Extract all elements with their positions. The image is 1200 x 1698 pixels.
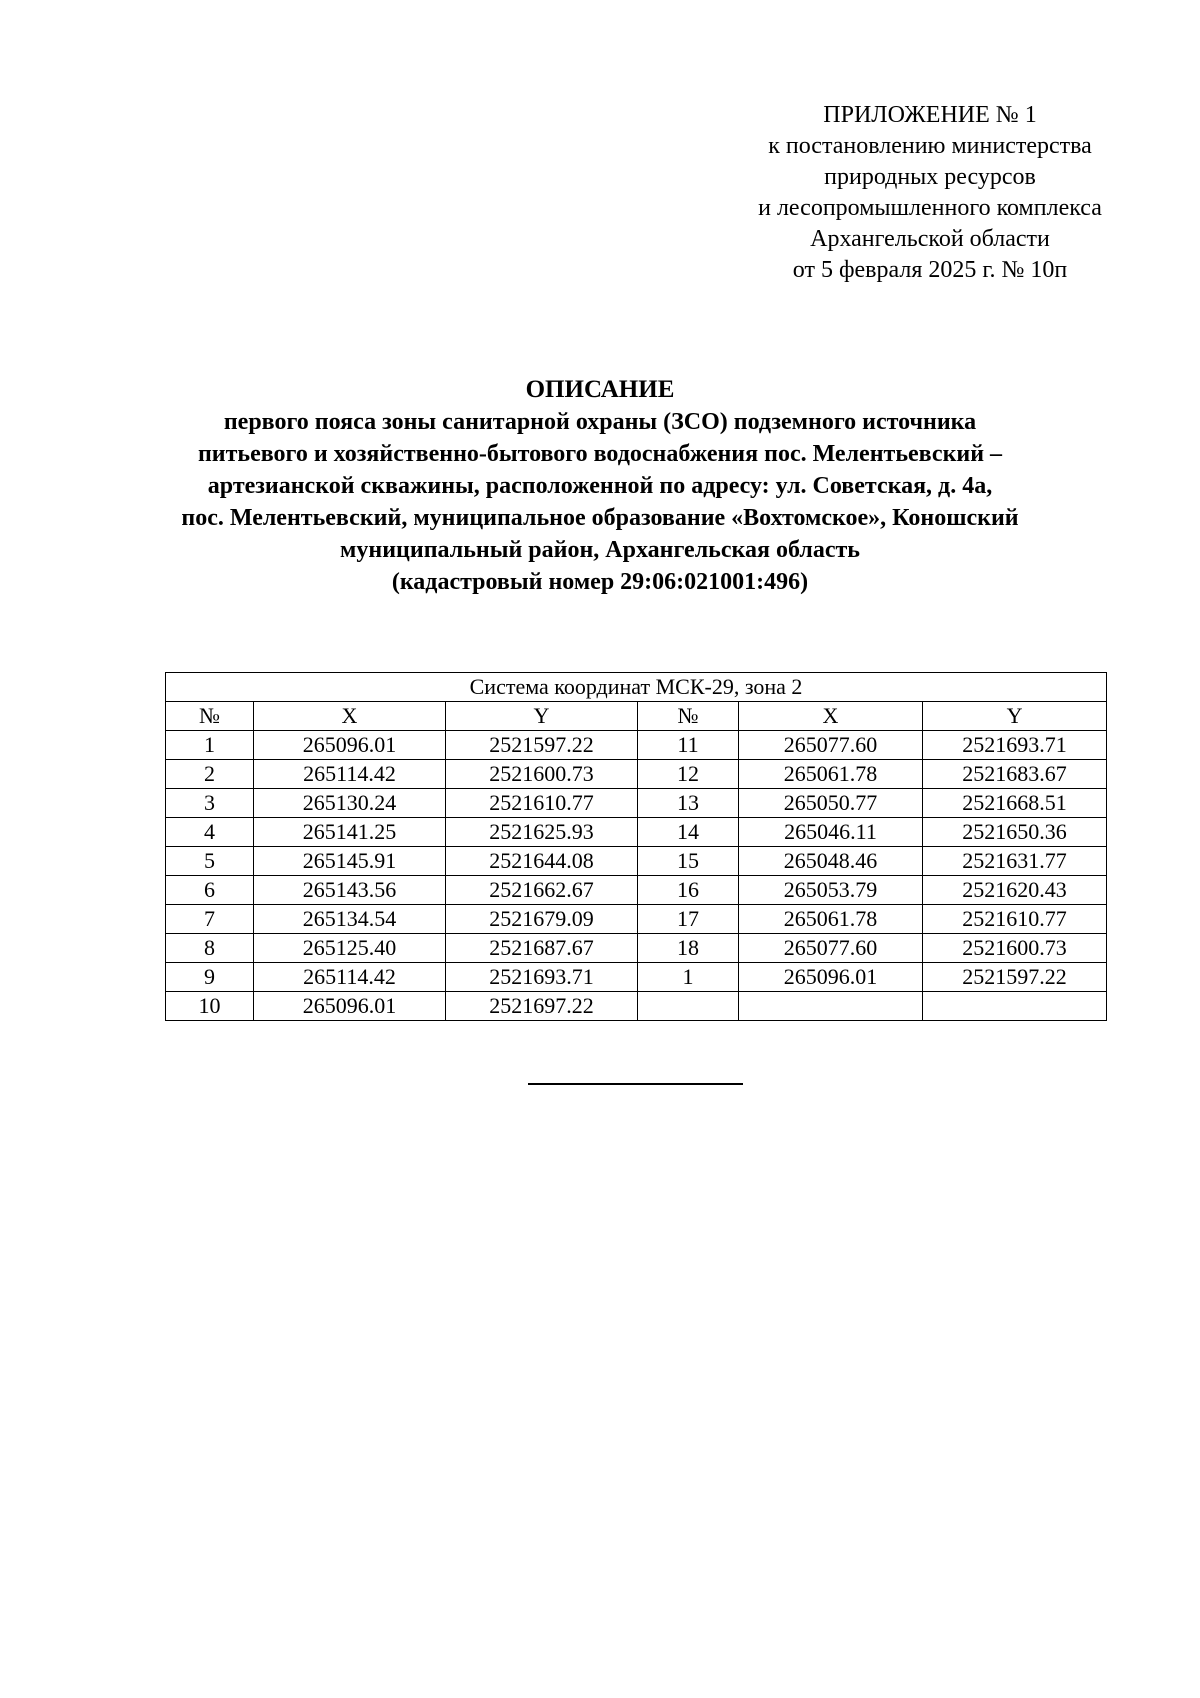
- table-cell-y-coordinate: 2521650.36: [923, 818, 1107, 847]
- header-x-left: X: [254, 702, 446, 731]
- appendix-line: природных ресурсов: [824, 164, 1036, 190]
- table-cell-point-number: 13: [638, 789, 739, 818]
- title-line: первого пояса зоны санитарной охраны (ЗСО) подземного источника: [223, 409, 977, 435]
- table-cell-x-coordinate: 265141.25: [254, 818, 446, 847]
- table-cell-point-number: 7: [166, 905, 254, 934]
- table-cell-x-coordinate: 265125.40: [254, 934, 446, 963]
- table-cell-y-coordinate: 2521662.67: [446, 876, 638, 905]
- appendix-line: от 5 февраля 2025 г. № 10п: [792, 257, 1068, 283]
- table-cell-x-coordinate: [739, 992, 923, 1021]
- appendix-line: Архангельской области: [810, 226, 1050, 252]
- table-cell-point-number: 8: [166, 934, 254, 963]
- table-cell-y-coordinate: 2521597.22: [923, 963, 1107, 992]
- table-cell-point-number: 1: [638, 963, 739, 992]
- coordinates-table: [165, 672, 1107, 1021]
- table-cell-y-coordinate: 2521679.09: [446, 905, 638, 934]
- title-main: ОПИСАНИЕ: [525, 376, 675, 403]
- table-cell-y-coordinate: 2521693.71: [446, 963, 638, 992]
- table-cell-y-coordinate: 2521687.67: [446, 934, 638, 963]
- table-cell-point-number: 11: [638, 731, 739, 760]
- header-number-left: №: [166, 702, 254, 731]
- table-cell-y-coordinate: 2521668.51: [923, 789, 1107, 818]
- appendix-line: к постановлению министерства: [768, 133, 1092, 159]
- table-cell-point-number: 14: [638, 818, 739, 847]
- header-y-right: Y: [923, 702, 1107, 731]
- table-cell-x-coordinate: 265077.60: [739, 731, 923, 760]
- table-caption: Система координат МСК-29, зона 2: [166, 673, 1107, 702]
- table-body: [166, 731, 1107, 1021]
- table-cell-point-number: 4: [166, 818, 254, 847]
- table-cell-y-coordinate: 2521683.67: [923, 760, 1107, 789]
- table-cell-x-coordinate: 265114.42: [254, 963, 446, 992]
- title-line: питьевого и хозяйственно-бытового водоснабжения пос. Мелентьевский –: [197, 441, 1003, 467]
- table-cell-x-coordinate: 265114.42: [254, 760, 446, 789]
- table-cell-x-coordinate: 265096.01: [254, 992, 446, 1021]
- table-cell-point-number: 17: [638, 905, 739, 934]
- table-cell-y-coordinate: [923, 992, 1107, 1021]
- table-cell-y-coordinate: 2521644.08: [446, 847, 638, 876]
- title-line: артезианской скважины, расположенной по адресу: ул. Советская, д. 4а,: [207, 473, 993, 499]
- table-cell-point-number: 12: [638, 760, 739, 789]
- table-cell-point-number: 3: [166, 789, 254, 818]
- table-cell-point-number: 2: [166, 760, 254, 789]
- table-cell-x-coordinate: 265143.56: [254, 876, 446, 905]
- table-row: [166, 760, 1107, 789]
- table-cell-point-number: 1: [166, 731, 254, 760]
- title-line: пос. Мелентьевский, муниципальное образование «Вохтомское», Коношский: [181, 505, 1019, 531]
- table-cell-x-coordinate: 265145.91: [254, 847, 446, 876]
- table-cell-x-coordinate: 265077.60: [739, 934, 923, 963]
- table-cell-point-number: 10: [166, 992, 254, 1021]
- table-cell-point-number: 18: [638, 934, 739, 963]
- header-x-right: X: [739, 702, 923, 731]
- table-cell-x-coordinate: 265061.78: [739, 760, 923, 789]
- header-number-right: №: [638, 702, 739, 731]
- table-cell-y-coordinate: 2521625.93: [446, 818, 638, 847]
- table-row: [166, 934, 1107, 963]
- table-row: [166, 818, 1107, 847]
- table-cell-point-number: 9: [166, 963, 254, 992]
- table-cell-y-coordinate: 2521631.77: [923, 847, 1107, 876]
- table-cell-x-coordinate: 265061.78: [739, 905, 923, 934]
- table-cell-x-coordinate: 265134.54: [254, 905, 446, 934]
- table-row: [166, 876, 1107, 905]
- table-row: [166, 992, 1107, 1021]
- table-row: [166, 963, 1107, 992]
- table-cell-x-coordinate: 265046.11: [739, 818, 923, 847]
- table-cell-point-number: 16: [638, 876, 739, 905]
- table-cell-x-coordinate: 265130.24: [254, 789, 446, 818]
- table-cell-x-coordinate: 265096.01: [254, 731, 446, 760]
- title-line: муниципальный район, Архангельская область: [340, 537, 860, 563]
- appendix-block: [720, 100, 1140, 286]
- table-cell-point-number: [638, 992, 739, 1021]
- table-cell-x-coordinate: 265096.01: [739, 963, 923, 992]
- table-cell-x-coordinate: 265048.46: [739, 847, 923, 876]
- table-cell-y-coordinate: 2521610.77: [923, 905, 1107, 934]
- table-cell-point-number: 6: [166, 876, 254, 905]
- header-y-left: Y: [446, 702, 638, 731]
- table-cell-x-coordinate: 265053.79: [739, 876, 923, 905]
- table-cell-y-coordinate: 2521610.77: [446, 789, 638, 818]
- table-cell-y-coordinate: 2521620.43: [923, 876, 1107, 905]
- end-divider-line: [528, 1083, 743, 1085]
- table-header-row: [166, 702, 1107, 731]
- table-cell-point-number: 15: [638, 847, 739, 876]
- table-cell-y-coordinate: 2521600.73: [446, 760, 638, 789]
- table-row: [166, 905, 1107, 934]
- table-row: [166, 731, 1107, 760]
- table-row: [166, 847, 1107, 876]
- table-row: [166, 789, 1107, 818]
- appendix-line: ПРИЛОЖЕНИЕ № 1: [823, 102, 1037, 128]
- table-cell-x-coordinate: 265050.77: [739, 789, 923, 818]
- table-cell-point-number: 5: [166, 847, 254, 876]
- table-cell-y-coordinate: 2521697.22: [446, 992, 638, 1021]
- table-cell-y-coordinate: 2521597.22: [446, 731, 638, 760]
- table-caption-row: [166, 673, 1107, 702]
- title-line: (кадастровый номер 29:06:021001:496): [391, 569, 809, 595]
- document-title: [80, 374, 1120, 598]
- appendix-line: и лесопромышленного комплекса: [758, 195, 1102, 221]
- table-cell-y-coordinate: 2521693.71: [923, 731, 1107, 760]
- table-cell-y-coordinate: 2521600.73: [923, 934, 1107, 963]
